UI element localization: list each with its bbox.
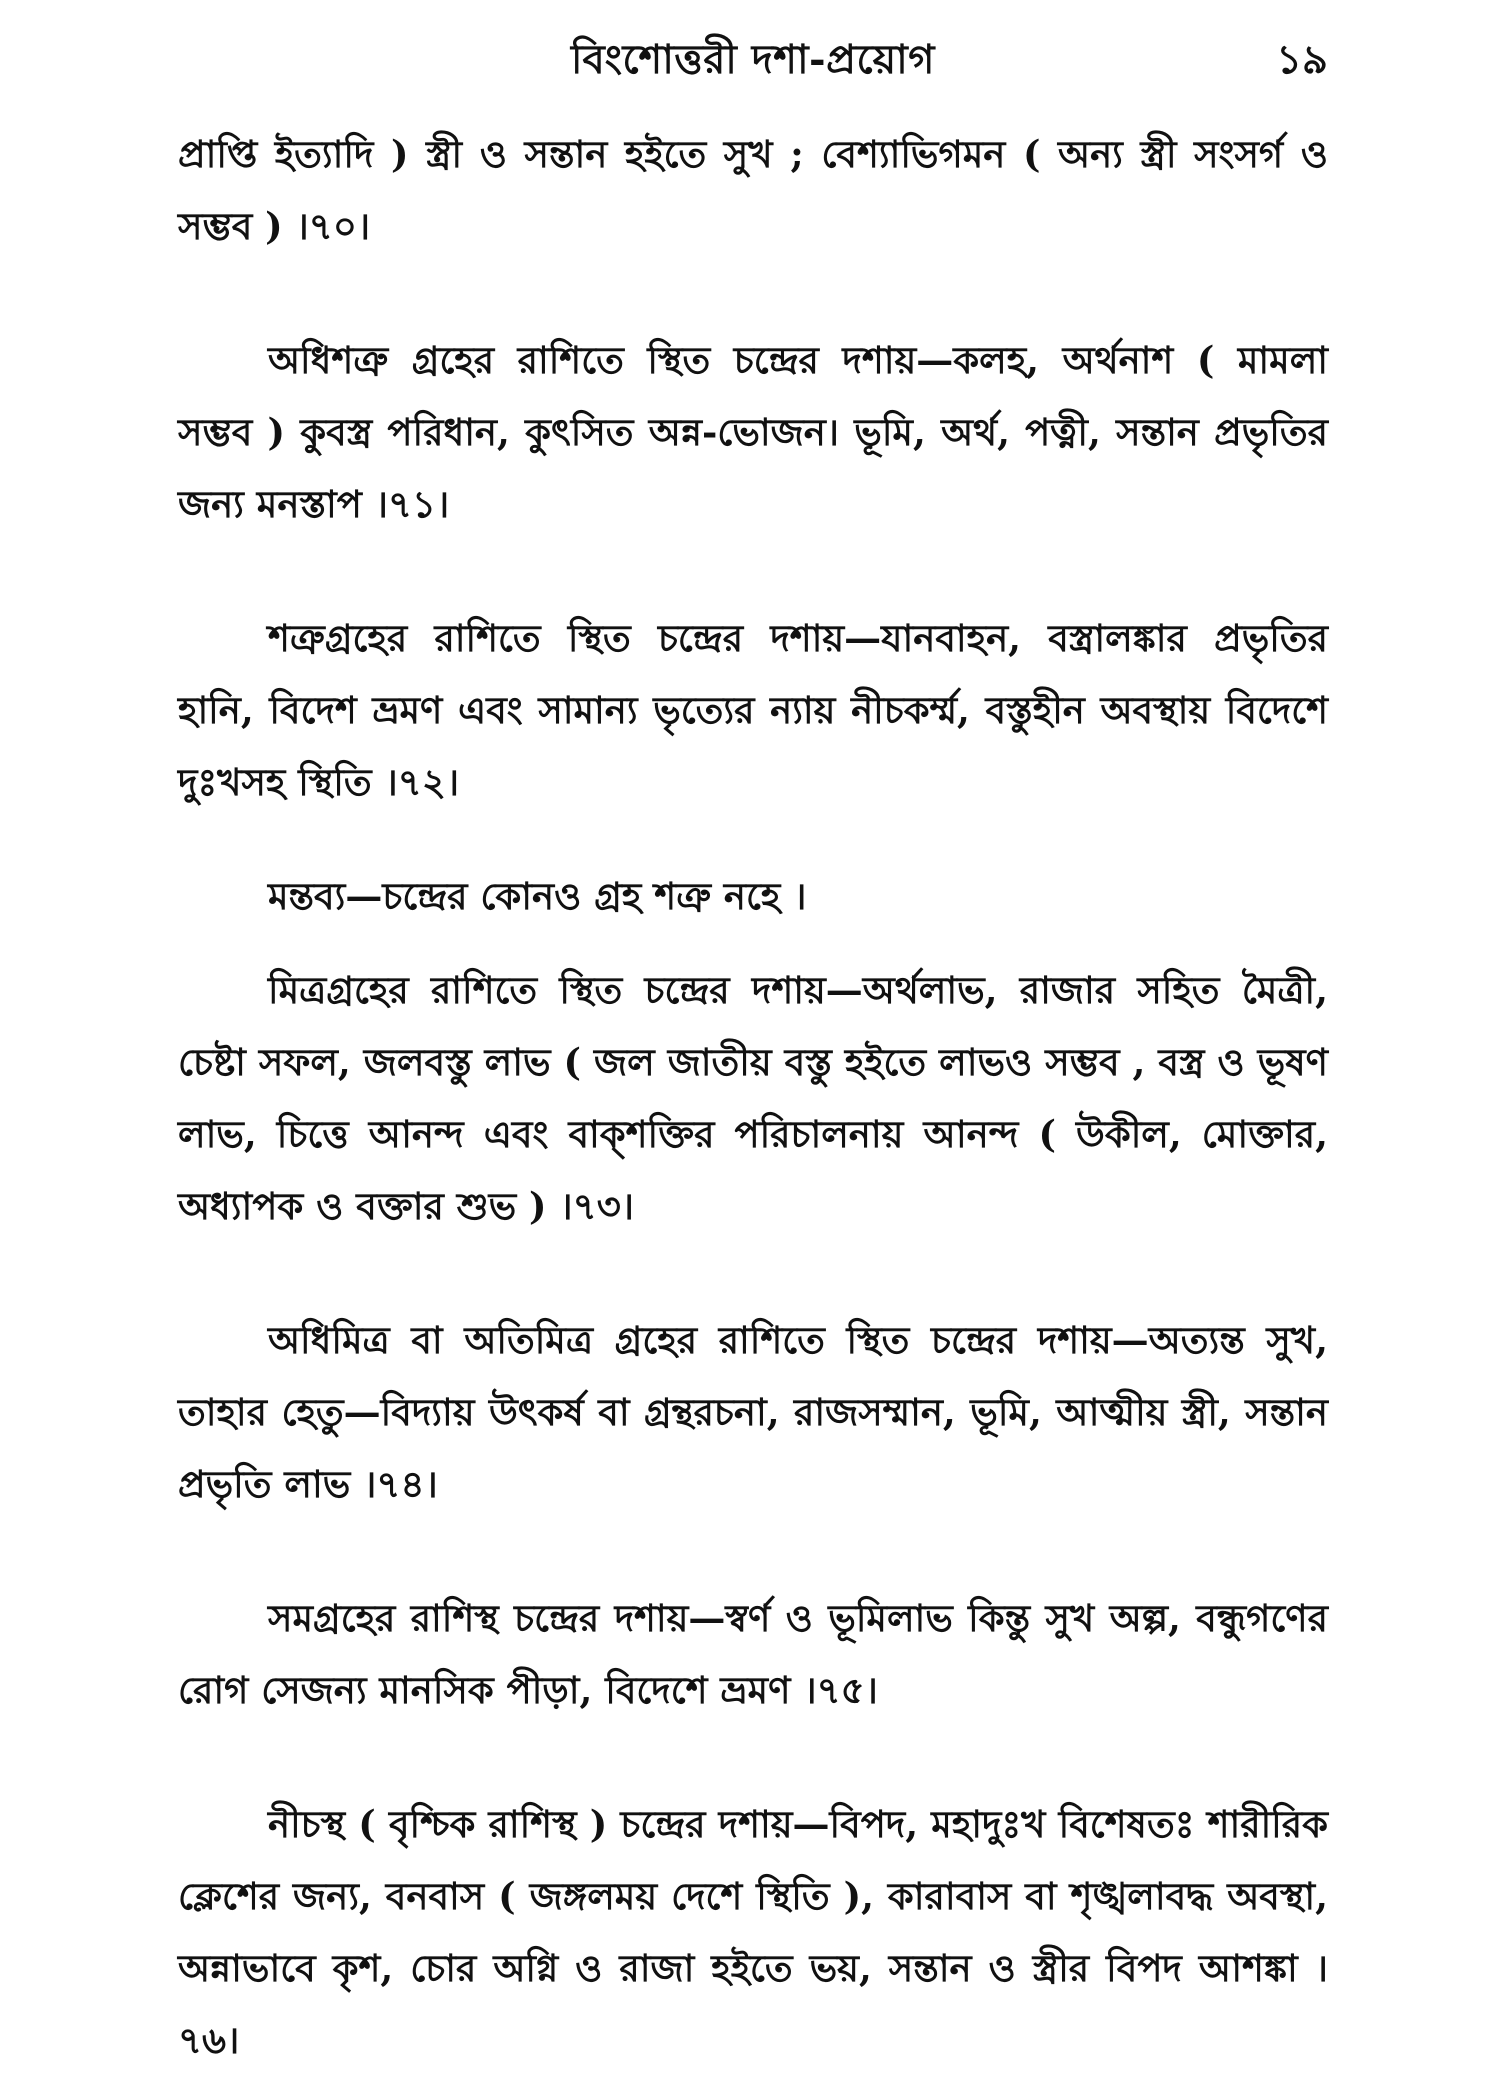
paragraph-74: অধিমিত্র বা অতিমিত্র গ্রহের রাশিতে স্থিত চন্দ্রের দশায়—অত্যন্ত সুখ, তাহার হেতু—বিদ্যায় উৎকর্ষ বা গ্রন্থরচনা, রাজসম্মান, ভূমি, আত্মীয় স্ত্রী, সন্তান প্রভৃতি লাভ ।৭৪। [178,1318,1328,1506]
paragraph-note: মন্তব্য—চন্দ্রের কোনও গ্রহ শত্রু নহে । [268,874,807,918]
paragraph-76: নীচস্থ ( বৃশ্চিক রাশিস্থ ) চন্দ্রের দশায়—বিপদ, মহাদুঃখ বিশেষতঃ শারীরিক ক্লেশের জন্য, বনবাস ( জঙ্গলময় দেশে স্থিতি ), কারাবাস বা শৃঙ্খলাবদ্ধ অবস্থা, অন্নাভাবে কৃশ, চোর অগ্নি ও রাজা হইতে ভয়, সন্তান ও স্ত্রীর বিপদ আশঙ্কা ।৭৬। [178,1802,1328,2062]
paragraph-72: শত্রুগ্রহের রাশিতে স্থিত চন্দ্রের দশায়—যানবাহন, বস্ত্রালঙ্কার প্রভৃতির হানি, বিদেশ ভ্রমণ এবং সামান্য ভৃত্যের ন্যায় নীচকর্ম্ম, বস্তুহীন অবস্থায় বিদেশে দুঃখসহ স্থিতি ।৭২। [178,616,1328,804]
page-number: ১৯ [1276,36,1328,83]
page-header [178,30,1328,90]
paragraph-71: অধিশত্রু গ্রহের রাশিতে স্থিত চন্দ্রের দশায়—কলহ, অর্থনাশ ( মামলা সম্ভব ) কুবস্ত্র পরিধান, কুৎসিত অন্ন-ভোজন। ভূমি, অর্থ, পত্নী, সন্তান প্রভৃতির জন্য মনস্তাপ ।৭১। [178,338,1328,526]
paragraph-73: মিত্রগ্রহের রাশিতে স্থিত চন্দ্রের দশায়—অর্থলাভ, রাজার সহিত মৈত্রী, চেষ্টা সফল, জলবস্তু লাভ ( জল জাতীয় বস্তু হইতে লাভও সম্ভব , বস্ত্র ও ভূষণ লাভ, চিত্তে আনন্দ এবং বাক্শক্তির পরিচালনায় আনন্দ ( উকীল, মোক্তার, অধ্যাপক ও বক্তার শুভ ) ।৭৩। [178,968,1328,1228]
running-title: বিংশোত্তরী দশা-প্রয়োগ [571,36,935,83]
paragraph-75: সমগ্রহের রাশিস্থ চন্দ্রের দশায়—স্বর্ণ ও ভূমিলাভ কিন্তু সুখ অল্প, বন্ধুগণের রোগ সেজন্য মানসিক পীড়া, বিদেশে ভ্রমণ ।৭৫। [178,1596,1328,1712]
body-text [178,118,1328,2076]
paragraph-70: প্রাপ্তি ইত্যাদি ) স্ত্রী ও সন্তান হইতে সুখ ; বেশ্যাভিগমন ( অন্য স্ত্রী সংসর্গ ও সম্ভব ) ।৭০। [178,132,1328,248]
